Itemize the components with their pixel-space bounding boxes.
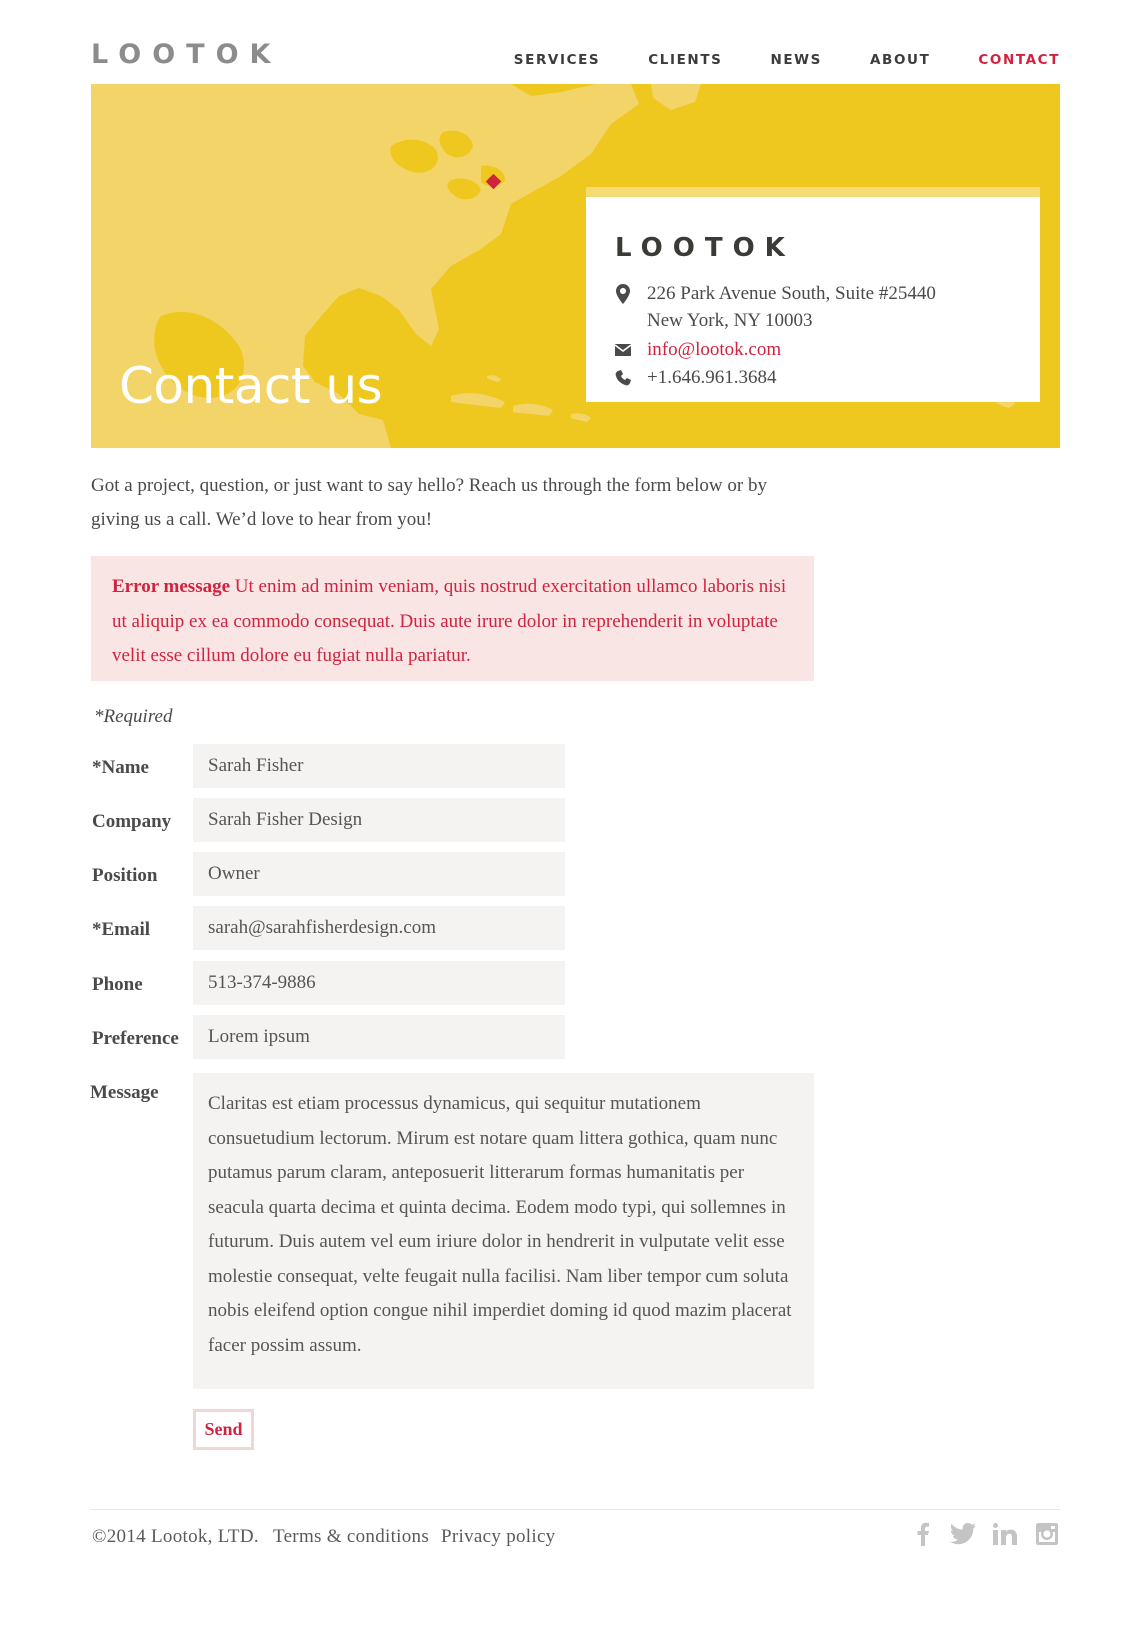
page-title: Contact us [119,357,383,415]
contact-card [586,187,1040,402]
card-logo: LOOTOK [615,233,795,263]
linkedin-icon[interactable] [992,1520,1018,1548]
email-link[interactable]: info@lootok.com [647,339,782,360]
name-field[interactable] [193,744,565,788]
phone-field[interactable] [193,961,565,1005]
preference-label: Preference [92,1028,179,1049]
nav-item-news[interactable]: NEWS [770,52,822,68]
instagram-icon[interactable] [1034,1520,1060,1548]
send-button[interactable]: Send [193,1409,254,1450]
map-pin-icon [615,284,631,304]
intro-text: Got a project, question, or just want to say hello? Reach us through the form below or by giving us a call. We’d love to hear from you! [91,475,767,530]
phone-number: +1.646.961.3684 [647,367,777,388]
company-label: Company [92,811,172,832]
error-message [91,556,814,681]
required-note: *Required [94,706,173,727]
envelope-icon [615,340,631,360]
error-title: Error message [112,576,231,597]
nav-item-about[interactable]: ABOUT [870,52,931,68]
address-line-1: 226 Park Avenue South, Suite #25440 [647,283,936,304]
footer-divider [91,1509,1060,1510]
twitter-icon[interactable] [950,1520,976,1548]
preference-field[interactable] [193,1015,565,1059]
message-field[interactable] [193,1073,814,1389]
position-field[interactable] [193,852,565,896]
email-field[interactable] [193,906,565,950]
facebook-icon[interactable] [910,1520,936,1548]
error-text: Ut enim ad minim veniam, quis nostrud exercitation ullamco laboris nisi ut aliquip ex ea commodo consequat. Duis aute irure dolor in reprehenderit in voluptate velit esse cillum dolore eu fugiat nulla pariatur. [112,576,787,666]
nav-item-clients[interactable]: CLIENTS [648,52,723,68]
phone-label: Phone [92,974,143,995]
company-field[interactable] [193,798,565,842]
nav-item-services[interactable]: SERVICES [513,52,601,68]
phone-row [615,364,776,392]
brand-logo[interactable]: LOOTOK [91,39,282,70]
phone-icon [615,368,631,388]
name-label: *Name [92,757,149,778]
nav-item-contact[interactable]: CONTACT [978,52,1060,68]
message-label: Message [90,1082,159,1103]
main-nav [466,50,1060,70]
copyright: ©2014 Lootok, LTD. [92,1526,259,1547]
position-label: Position [92,865,158,886]
address-row [615,280,936,308]
terms-link[interactable]: Terms & conditions [273,1526,430,1547]
address-row-2 [647,307,813,335]
email-row [615,336,781,364]
privacy-link[interactable]: Privacy policy [441,1526,556,1547]
email-label: *Email [92,919,151,940]
address-line-2: New York, NY 10003 [647,310,813,331]
hero-banner [91,84,1060,448]
